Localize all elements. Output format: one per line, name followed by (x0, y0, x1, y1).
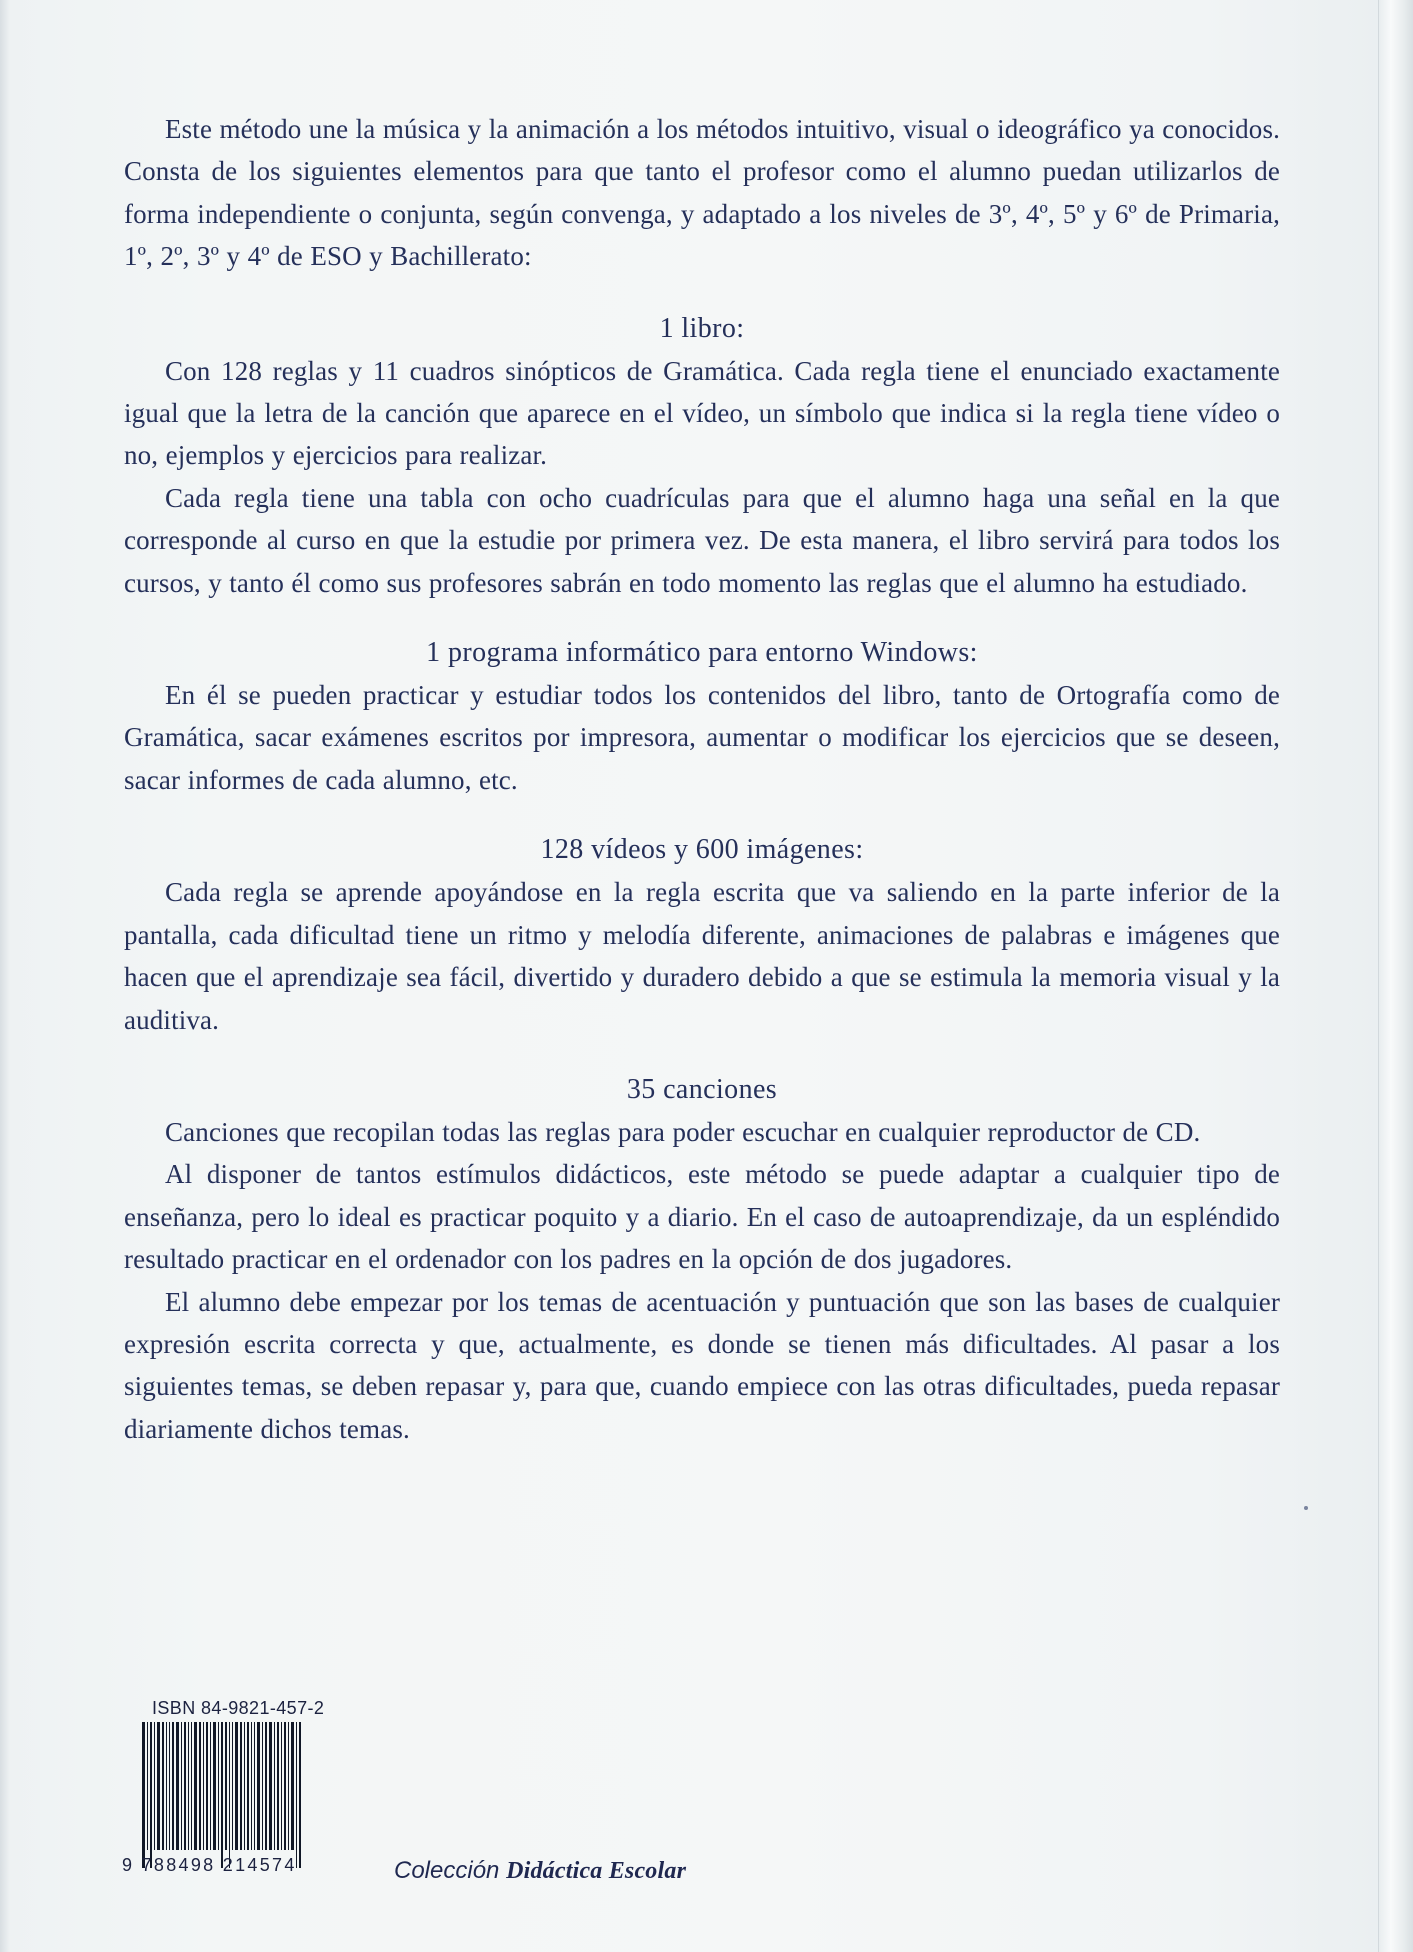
barcode-bar (188, 1722, 189, 1850)
section-libro-paragraph-1: Con 128 reglas y 11 cuadros sinópticos de Gramática. Cada regla tiene el enunciado exactamente igual que la letra de la canción que aparece en el vídeo, un símbolo que indica si la regla tiene vídeo o no, ejemplos y ejercicios para realizar. (124, 355, 1280, 471)
section-canciones-paragraph-3: El alumno debe empezar por los temas de acentuación y puntuación que son las bases de cualquier expresión escrita correcta y que, actualmente, es donde se tienen más dificultades. Al pasar a los siguientes temas, se deben repasar y, para que, cuando empiece con las otras dificultades, pueda repasar diariamente dichos temas. (124, 1286, 1280, 1444)
barcode-bar (251, 1722, 252, 1850)
barcode-bar (218, 1722, 219, 1850)
barcode-bar (184, 1722, 186, 1850)
barcode-bar (210, 1722, 211, 1850)
barcode-bar (244, 1722, 245, 1850)
collection-series-name: Didáctica Escolar (506, 1858, 687, 1884)
barcode-bar (172, 1722, 174, 1850)
barcode-bar (296, 1722, 297, 1868)
barcode-bar (247, 1722, 249, 1850)
intro-paragraph: Este método une la música y la animación a los métodos intuitivo, visual o ideográfico ya conocidos. Consta de los siguientes elementos para que tanto el profesor como el alumno puedan utilizarlos de forma independiente o conjunta, según convenga, y adaptado a los niveles de 3º, 4º, 5º y 6º de Primaria, 1º, 2º, 3º y 4º de ESO y Bachillerato: (124, 114, 1280, 272)
barcode-bar (225, 1722, 227, 1850)
barcode-bar (281, 1722, 282, 1850)
barcode-bar (277, 1722, 279, 1850)
isbn-label: ISBN 84-9821-457-2 (152, 1698, 325, 1718)
barcode-bar (213, 1722, 216, 1850)
barcode-bar (176, 1722, 179, 1850)
barcode-bar (142, 1722, 145, 1868)
barcode-bar (203, 1722, 204, 1850)
collection-label (394, 1857, 686, 1885)
barcode-bar (166, 1722, 167, 1850)
barcode-bar (235, 1722, 238, 1850)
section-heading-videos: 128 vídeos y 600 imágenes: (540, 834, 864, 866)
barcode-bar (269, 1722, 272, 1850)
margin-mark (1304, 1506, 1308, 1510)
barcode-bar (181, 1722, 182, 1850)
barcode-bar (169, 1722, 170, 1850)
section-canciones-paragraph-2: Al disponer de tantos estímulos didácticos, este método se puede adaptar a cualquier tipo de enseñanza, pero lo ideal es practicar poquito y a diario. En el caso de autoaprendizaje, da un espléndido resultado practicar en el ordenador con los padres en la opción de dos jugadores. (124, 1159, 1280, 1275)
barcode-bar (288, 1722, 289, 1850)
barcode-bar (274, 1722, 275, 1850)
page-left-shadow (0, 0, 10, 1952)
barcode-bar (257, 1722, 260, 1850)
barcode-bar (299, 1722, 301, 1868)
barcode-bar (199, 1722, 201, 1850)
section-canciones-paragraph-1: Canciones que recopilan todas las reglas para poder escuchar en cualquier reproductor de CD. (165, 1116, 1201, 1147)
barcode (142, 1722, 362, 1870)
barcode-bar (232, 1722, 233, 1850)
barcode-bar (162, 1722, 164, 1850)
barcode-bar (221, 1722, 223, 1868)
barcode-bar (229, 1722, 230, 1868)
body-text (124, 108, 1280, 1450)
section-heading-libro: 1 libro: (659, 312, 745, 344)
barcode-bar (284, 1722, 286, 1850)
barcode-bar (191, 1722, 192, 1850)
barcode-bar (194, 1722, 197, 1850)
collection-prefix: Colección (394, 1857, 500, 1884)
section-videos-paragraph-1: Cada regla se aprende apoyándose en la regla escrita que va saliendo en la parte inferior de la pantalla, cada dificultad tiene un ritmo y melodía diferente, animaciones de palabras e imágenes que hacen que el aprendizaje sea fácil, divertido y duradero debido a que se estimula la memoria visual y la auditiva. (124, 877, 1280, 1035)
barcode-bar (265, 1722, 267, 1850)
barcode-bar (147, 1722, 148, 1850)
section-programa-paragraph-1: En él se pueden practicar y estudiar todos los contenidos del libro, tanto de Ortografía como de Gramática, sacar exámenes escritos por impresora, aumentar o modificar los ejercicios que se deseen, sacar informes de cada alumno, etc. (124, 680, 1280, 795)
barcode-bar (291, 1722, 294, 1850)
barcode-digits: 9 788498 214574 (122, 1855, 297, 1875)
barcode-bar (154, 1722, 155, 1850)
page-right-edge (1378, 0, 1413, 1952)
barcode-bar (206, 1722, 208, 1850)
barcode-bar (150, 1722, 152, 1868)
barcode-bar (254, 1722, 255, 1850)
barcode-bar (157, 1722, 160, 1850)
barcode-bar (262, 1722, 263, 1850)
section-heading-canciones: 35 canciones (626, 1073, 778, 1105)
barcode-bar (240, 1722, 242, 1850)
section-libro-paragraph-2: Cada regla tiene una tabla con ocho cuadrículas para que el alumno haga una señal en la que corresponde al curso en que la estudie por primera vez. De esta manera, el libro servirá para todos los cursos, y tanto él como sus profesores sabrán en todo momento las reglas que el alumno ha estudiado. (124, 482, 1280, 598)
section-heading-programa: 1 programa informático para entorno Windows: (426, 637, 978, 669)
